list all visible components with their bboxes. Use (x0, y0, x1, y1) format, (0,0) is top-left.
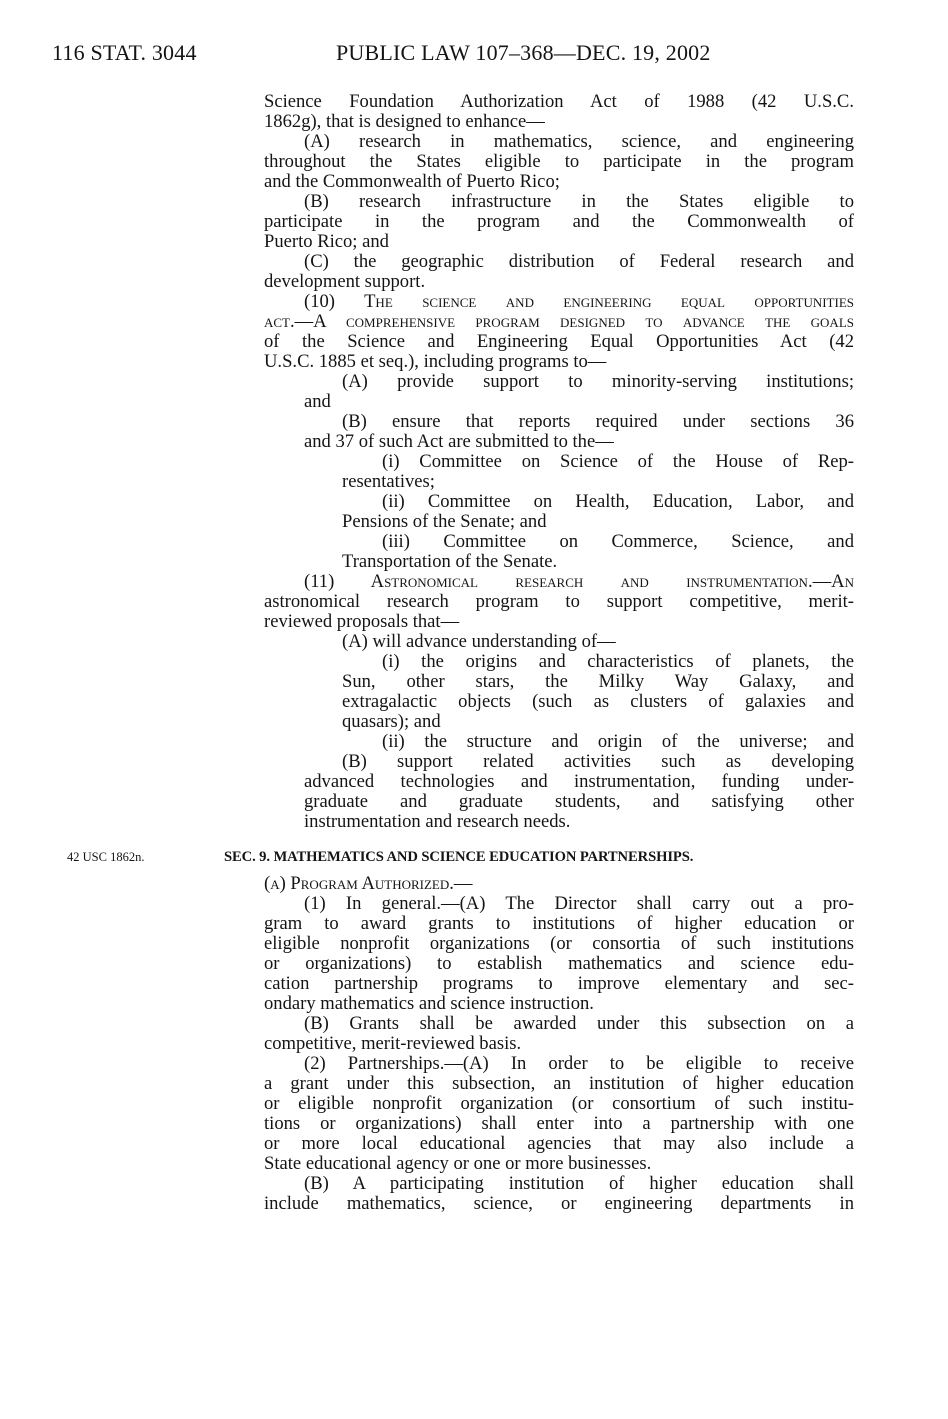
text-line: (A) will advance understanding of— (342, 631, 616, 652)
text-line: (B) research infrastructure in the States eligible to (304, 191, 854, 212)
text-line: (iii) Committee on Commerce, Science, and (382, 531, 854, 552)
text-line: development support. (264, 271, 426, 292)
text-line: (i) Committee on Science of the House of Rep- (382, 451, 854, 472)
section-title: SEC. 9. MATHEMATICS AND SCIENCE EDUCATION PARTNERSHIPS. (224, 849, 694, 865)
text-line: tions or organizations) shall enter into a partnership with one (264, 1113, 854, 1134)
text-line: instrumentation and research needs. (304, 811, 571, 832)
text-line: (A) research in mathematics, science, and engineering (304, 131, 854, 152)
text-line: and 37 of such Act are submitted to the— (304, 431, 614, 452)
text-line: or organizations) to establish mathematics and science edu- (264, 953, 854, 974)
margin-citation: 42 USC 1862n. (67, 850, 145, 864)
text-block-section-9 (264, 874, 854, 1214)
heading-tail: act.—A comprehensive program designed to advance the goals (264, 311, 854, 332)
text-line: of the Science and Engineering Equal Opportunities Act (42 (264, 331, 854, 352)
text-line: resentatives; (342, 471, 435, 492)
text-line: Science Foundation Authorization Act of 1988 (42 U.S.C. (264, 91, 854, 112)
text-line: (A) provide support to minority-serving institutions; (342, 371, 854, 392)
paragraph-heading: (11) Astronomical research and instrumentation.—An (304, 571, 854, 592)
text-line: State educational agency or one or more businesses. (264, 1153, 652, 1174)
text-line: Puerto Rico; and (264, 231, 389, 252)
text-line: (ii) the structure and origin of the universe; and (382, 731, 854, 752)
text-line: (1) In general.—(A) The Director shall carry out a pro- (304, 893, 854, 914)
text-line (264, 312, 854, 332)
text-line: (B) Grants shall be awarded under this subsection on a (304, 1013, 854, 1034)
text-line: graduate and graduate students, and satisfying other (304, 791, 854, 812)
text-line: (ii) Committee on Health, Education, Labor, and (382, 491, 854, 512)
text-line: or more local educational agencies that may also include a (264, 1133, 854, 1154)
text-line: Pensions of the Senate; and (342, 511, 547, 532)
running-header: PUBLIC LAW 107–368—DEC. 19, 2002 (336, 40, 711, 65)
text-line: include mathematics, science, or engineering departments in (264, 1193, 854, 1214)
text-block-continuation (264, 92, 854, 832)
text-line: throughout the States eligible to participate in the program (264, 151, 854, 172)
text-line: (B) support related activities such as developing (342, 751, 854, 772)
text-line: (2) Partnerships.—(A) In order to be eligible to receive (304, 1053, 854, 1074)
subsection-heading: (a) Program Authorized.— (264, 873, 473, 894)
text-line: (i) the origins and characteristics of planets, the (382, 651, 854, 672)
text-line: 1862g), that is designed to enhance— (264, 111, 545, 132)
text-line: quasars); and (342, 711, 441, 732)
text-line: reviewed proposals that— (264, 611, 460, 632)
text-line: (B) A participating institution of higher education shall (304, 1173, 854, 1194)
text-line: (C) the geographic distribution of Federal research and (304, 251, 854, 272)
text-line: a grant under this subsection, an institution of higher education (264, 1073, 854, 1094)
text-line: astronomical research program to support competitive, merit- (264, 591, 854, 612)
paragraph-heading: (10) The science and engineering equal opportunities (304, 291, 854, 312)
text-line: and (304, 391, 331, 412)
text-line: U.S.C. 1885 et seq.), including programs to— (264, 351, 607, 372)
text-line: eligible nonprofit organizations (or consortia of such institutions (264, 933, 854, 954)
text-line: competitive, merit-reviewed basis. (264, 1033, 522, 1054)
text-line: extragalactic objects (such as clusters of galaxies and (342, 691, 854, 712)
text-line: Transportation of the Senate. (342, 551, 558, 572)
text-line: gram to award grants to institutions of higher education or (264, 913, 854, 934)
text-line: and the Commonwealth of Puerto Rico; (264, 171, 560, 192)
text-line: or eligible nonprofit organization (or consortium of such institu- (264, 1093, 854, 1114)
text-line: Sun, other stars, the Milky Way Galaxy, and (342, 671, 854, 692)
page-number: 116 STAT. 3044 (52, 40, 197, 65)
text-line: (B) ensure that reports required under sections 36 (342, 411, 854, 432)
text-line: cation partnership programs to improve elementary and sec- (264, 973, 854, 994)
text-line: advanced technologies and instrumentation, funding under- (304, 771, 854, 792)
text-line: ondary mathematics and science instruction. (264, 993, 594, 1014)
text-line: participate in the program and the Commonwealth of (264, 211, 854, 232)
